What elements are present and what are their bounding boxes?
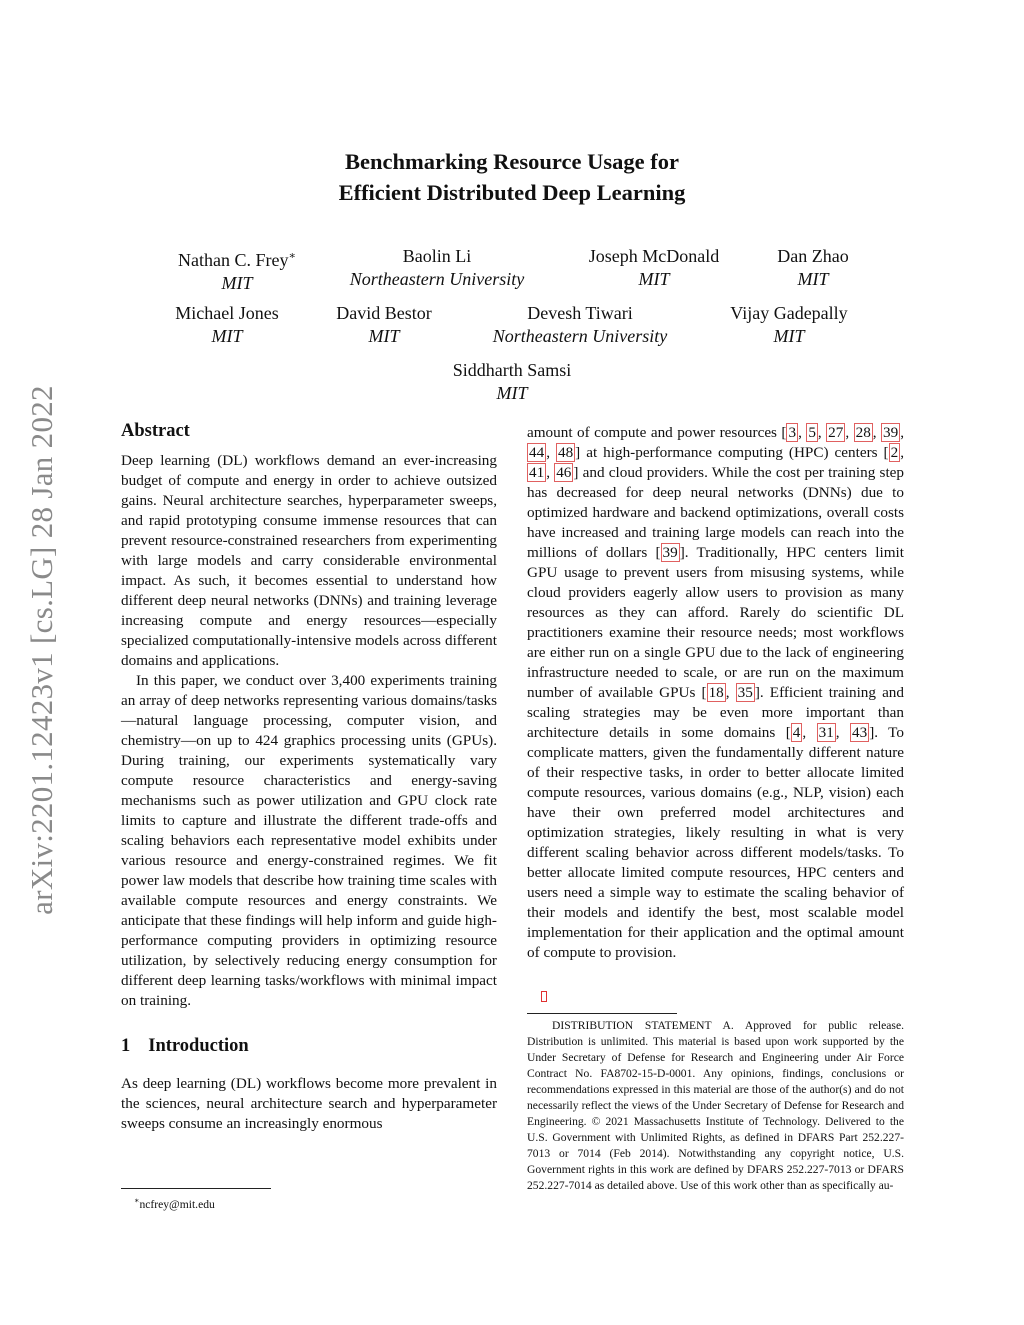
author-affiliation: MIT — [638, 269, 670, 289]
author-block — [322, 245, 552, 291]
intro-body — [121, 1074, 497, 1134]
citation-link[interactable]: 39 — [662, 544, 678, 561]
author-block — [709, 302, 869, 348]
citation-link[interactable]: 31 — [818, 724, 834, 741]
citation-link[interactable]: 41 — [529, 464, 545, 481]
abstract-paragraph: In this paper, we conduct over 3,400 experiments training an array of deep networks representing various domains/tasks—natural language processing, computer vision, and chemistry—on up to 424 graphics processing units (GPUs). During training, our experiments systematically vary compute resource characteristics and energy-saving mechanisms such as power utilization and GPU clock rate limits to capture and illustrate the different trade-offs and scaling behaviors each representative model exhibits under various resource and energy-constrained regimes. We fit power law models that describe how training time scales with available compute resources and energy constraints. We anticipate that these findings will help inform and guide high-performance computing providers in optimizing resource utilization, by selectively reducing energy consumption for different deep learning tasks/workflows with minimal impact on training. — [121, 672, 497, 1009]
arxiv-stamp — [12, 350, 72, 950]
author-affiliation: MIT — [797, 269, 829, 289]
arxiv-stamp-text: arXiv:2201.12423v1 [cs.LG] 28 Jan 2022 — [24, 385, 59, 915]
author-name: Siddharth Samsi — [452, 360, 572, 380]
abstract-body — [121, 451, 497, 1011]
author-name: Michael Jones — [175, 303, 279, 323]
author-name: Baolin Li — [402, 246, 472, 266]
citation-link[interactable]: 44 — [529, 444, 545, 461]
distribution-statement: DISTRIBUTION STATEMENT A. Approved for public release. Distribution is unlimited. This material is based upon work supported by the Under Secretary of Defense for Research and Engineering under Air Force Contract No. FA8702-15-D-0001. Any opinions, findings, conclusions or recommendations expressed in this material are those of the author(s) and do not necessarily reflect the views of the Under Secretary of Defense for Research and Engineering. © 2021 Massachusetts Institute of Technology. Delivered to the U.S. Government with Unlimited Rights, as defined in DFARS Part 252.227-7013 or 7014 (Feb 2014). Notwithstanding any copyright notice, U.S. Government rights in this work are defined by DFARS 252.227-7013 or DFARS 252.227-7014 as detailed above. Use of this work other than as specifically au- — [527, 1019, 904, 1192]
citation-link[interactable]: 46 — [556, 464, 572, 481]
section-number: 1 — [121, 1036, 131, 1056]
citation-link[interactable]: 28 — [855, 424, 871, 441]
citation-link[interactable]: 5 — [808, 424, 816, 441]
author-footnote: ∗ncfrey@mit.edu — [134, 1196, 215, 1211]
author-affiliation: MIT — [773, 326, 805, 346]
citation-link[interactable]: 39 — [883, 424, 899, 441]
author-name: Devesh Tiwari — [527, 303, 633, 323]
footnote-link-marker[interactable] — [541, 991, 547, 1002]
author-name: Nathan C. Frey∗ — [178, 250, 296, 270]
citation-group: [ 18 , 35 ] — [701, 684, 760, 701]
intro-continued-paragraph: amount of compute and power resources [ 3 , 5 , 27 , 28 , 39 , 44 , 48 ] at high-performance computing (HPC) centers [ 2 , 41 , 46 ] and cloud providers. While the cost per training step has decreased for deep neural networks (DNNs) due to optimized hardware and backend optimizations, overall costs have increased and training large models can reach into the millions of dollars [ 39 ]. Traditionally, HPC centers limit GPU usage to prevent users from misusing systems, while cloud providers eagerly allow users to provision as many resources as they can afford. Rarely do scientific DL practitioners examine their resource needs; most workflows are either run on a single GPU due to the lack of engineering infrastructure needed to scale, or are run on the maximum number of available GPUs [ 18 , 35 ]. Efficient training and scaling strategies may be even more important than architecture details in some domains [ 4 , 31 , 43 ]. To complicate matters, given the fundamentally different nature of their respective tasks, in order to better allocate limited compute resources, various domains (e.g., NLP, vision) each have their own preferred model architectures and optimization strategies, likely resulting in what is very different scaling behavior across different models/tasks. To better allocate limited compute resources, HPC centers and users need a simple way to estimate the scaling behavior of their models and identify the best, most scalable model implementation for their application and the optimal amount of compute to provision. — [527, 424, 905, 961]
right-column — [527, 423, 904, 963]
left-column — [121, 421, 497, 1134]
citation-link[interactable]: 48 — [557, 444, 574, 461]
citation-link[interactable]: 4 — [792, 724, 801, 741]
author-block — [137, 245, 337, 295]
abstract-heading: Abstract — [121, 421, 190, 441]
author-affiliation: MIT — [368, 326, 400, 346]
author-affiliation: Northeastern University — [349, 269, 525, 289]
citation-group: [ 3 , 5 , 27 , 28 , 39 , 44 , 48 ] — [529, 424, 905, 461]
footnote-rule — [527, 1013, 677, 1014]
section-title: Introduction — [148, 1036, 249, 1056]
author-block — [554, 245, 754, 291]
citation-link[interactable]: 2 — [890, 444, 899, 461]
citation-group: [ 39 ] — [655, 544, 685, 561]
citation-link[interactable]: 18 — [708, 684, 724, 701]
intro-paragraph: As deep learning (DL) workflows become more prevalent in the sciences, neural architecture search and hyperparameter sweeps consume an increasingly enormous — [121, 1075, 497, 1132]
author-affiliation: MIT — [221, 273, 253, 293]
citation-group: [ 4 , 31 , 43 ] — [785, 724, 875, 741]
intro-heading — [121, 1036, 497, 1057]
author-block — [412, 359, 612, 405]
author-name: David Bestor — [336, 303, 432, 323]
author-affiliation: MIT — [211, 326, 243, 346]
citation-group: [ 2 , 41 , 46 ] — [529, 444, 904, 481]
author-affiliation: Northeastern University — [492, 326, 668, 346]
abstract-paragraph: Deep learning (DL) workflows demand an ever-increasing budget of compute and energy in order to achieve outsized gains. Neural architecture searches, hyperparameter sweeps, and rapid prototyping consume immense resources that can prevent resource-constrained researchers from experimenting with large models and carry considerable environmental impact. As such, it becomes essential to understand how different deep neural networks (DNNs) and training leverage increasing compute and energy resources—especially specialized computationally-intensive models across different domains and applications. — [121, 452, 497, 669]
author-block — [314, 302, 454, 348]
citation-link[interactable]: 3 — [788, 424, 797, 441]
paper-title-line-2: Efficient Distributed Deep Learning — [338, 180, 686, 205]
citation-link[interactable]: 27 — [828, 424, 844, 441]
author-name: Dan Zhao — [777, 246, 849, 266]
author-affiliation: MIT — [496, 383, 528, 403]
citation-link[interactable]: 43 — [852, 724, 868, 741]
author-block — [465, 302, 695, 348]
author-name: Joseph McDonald — [588, 246, 720, 266]
author-block — [147, 302, 307, 348]
author-name: Vijay Gadepally — [730, 303, 848, 323]
paper-title-line-1: Benchmarking Resource Usage for — [345, 149, 679, 174]
author-block — [753, 245, 873, 291]
citation-link[interactable]: 35 — [737, 684, 753, 701]
footnote-rule — [121, 1188, 271, 1189]
author-email: ncfrey@mit.edu — [139, 1197, 215, 1211]
